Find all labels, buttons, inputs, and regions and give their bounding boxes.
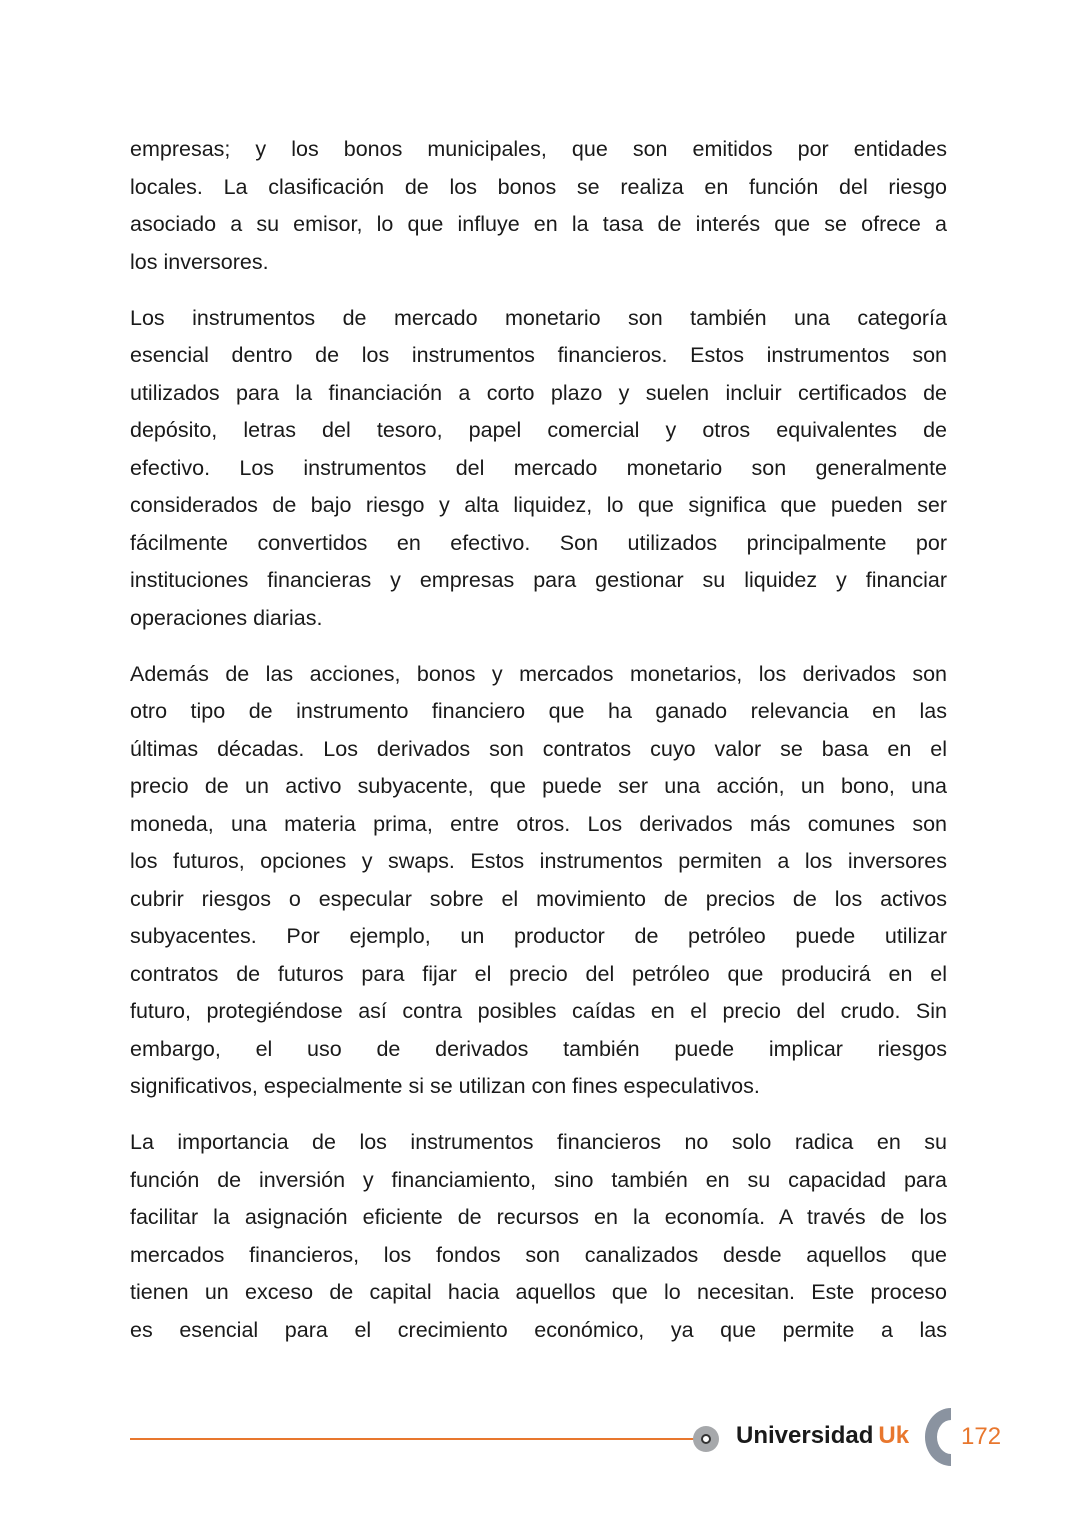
text-line: locales. La clasificación de los bonos se realiza en función del riesgo [130,174,947,199]
brand-suffix: Uk [878,1422,910,1449]
text-line: significativos, especialmente si se utilizan con fines especulativos. [130,1074,760,1098]
text-line: moneda, una materia prima, entre otros. Los derivados más comunes son [130,811,947,836]
text-line: función de inversión y financiamiento, sino también en su capacidad para [130,1167,947,1192]
text-line: es esencial para el crecimiento económico, ya que permite a las [130,1317,947,1342]
paragraph [130,131,947,281]
text-line: otro tipo de instrumento financiero que ha ganado relevancia en las [130,699,947,723]
text-line: mercados financieros, los fondos son canalizados desde aquellos que [130,1242,947,1267]
paragraph [130,656,947,1106]
paragraph [130,1124,947,1349]
text-line: depósito, letras del tesoro, papel comercial y otros equivalentes de [130,418,947,442]
footer-circle-icon [693,1426,719,1452]
text-line: operaciones diarias. [130,605,323,630]
text-line: últimas décadas. Los derivados son contratos cuyo valor se basa en el [130,736,947,761]
text-line: los inversores. [130,249,269,274]
text-line: subyacentes. Por ejemplo, un productor de petróleo puede utilizar [130,924,947,948]
text-line: Los instrumentos de mercado monetario son también una categoría [130,305,947,330]
text-line: esencial dentro de los instrumentos financieros. Estos instrumentos son [130,343,947,367]
text-line: utilizados para la financiación a corto plazo y suelen incluir certificados de [130,380,947,405]
footer-divider [130,1438,695,1440]
paragraph [130,300,947,638]
text-line: efectivo. Los instrumentos del mercado monetario son generalmente [130,455,947,480]
brand-name: Universidad [736,1422,874,1449]
text-line: instituciones financieras y empresas para gestionar su liquidez y financiar [130,568,947,592]
text-line: fácilmente convertidos en efectivo. Son utilizados principalmente por [130,530,947,555]
text-line: futuro, protegiéndose así contra posibles caídas en el precio del crudo. Sin [130,999,947,1023]
text-line: precio de un activo subyacente, que puede ser una acción, un bono, una [130,774,947,798]
text-line: considerados de bajo riesgo y alta liquidez, lo que significa que pueden ser [130,493,947,517]
text-line: tienen un exceso de capital hacia aquellos que lo necesitan. Este proceso [130,1280,947,1304]
text-line: cubrir riesgos o especular sobre el movimiento de precios de los activos [130,886,947,911]
footer-brand [736,1422,909,1450]
page-number: 172 [961,1423,1002,1450]
text-line: embargo, el uso de derivados también puede implicar riesgos [130,1036,947,1061]
text-line: empresas; y los bonos municipales, que son emitidos por entidades [130,137,947,161]
text-line: Además de las acciones, bonos y mercados monetarios, los derivados son [130,661,947,686]
text-line: facilitar la asignación eficiente de recursos en la economía. A través de los [130,1205,947,1229]
text-line: los futuros, opciones y swaps. Estos instrumentos permiten a los inversores [130,849,947,873]
document-body [130,131,947,1368]
text-line: contratos de futuros para fijar el precio del petróleo que producirá en el [130,961,947,986]
text-line: asociado a su emisor, lo que influye en la tasa de interés que se ofrece a [130,212,947,236]
text-line: La importancia de los instrumentos financieros no solo radica en su [130,1130,947,1154]
